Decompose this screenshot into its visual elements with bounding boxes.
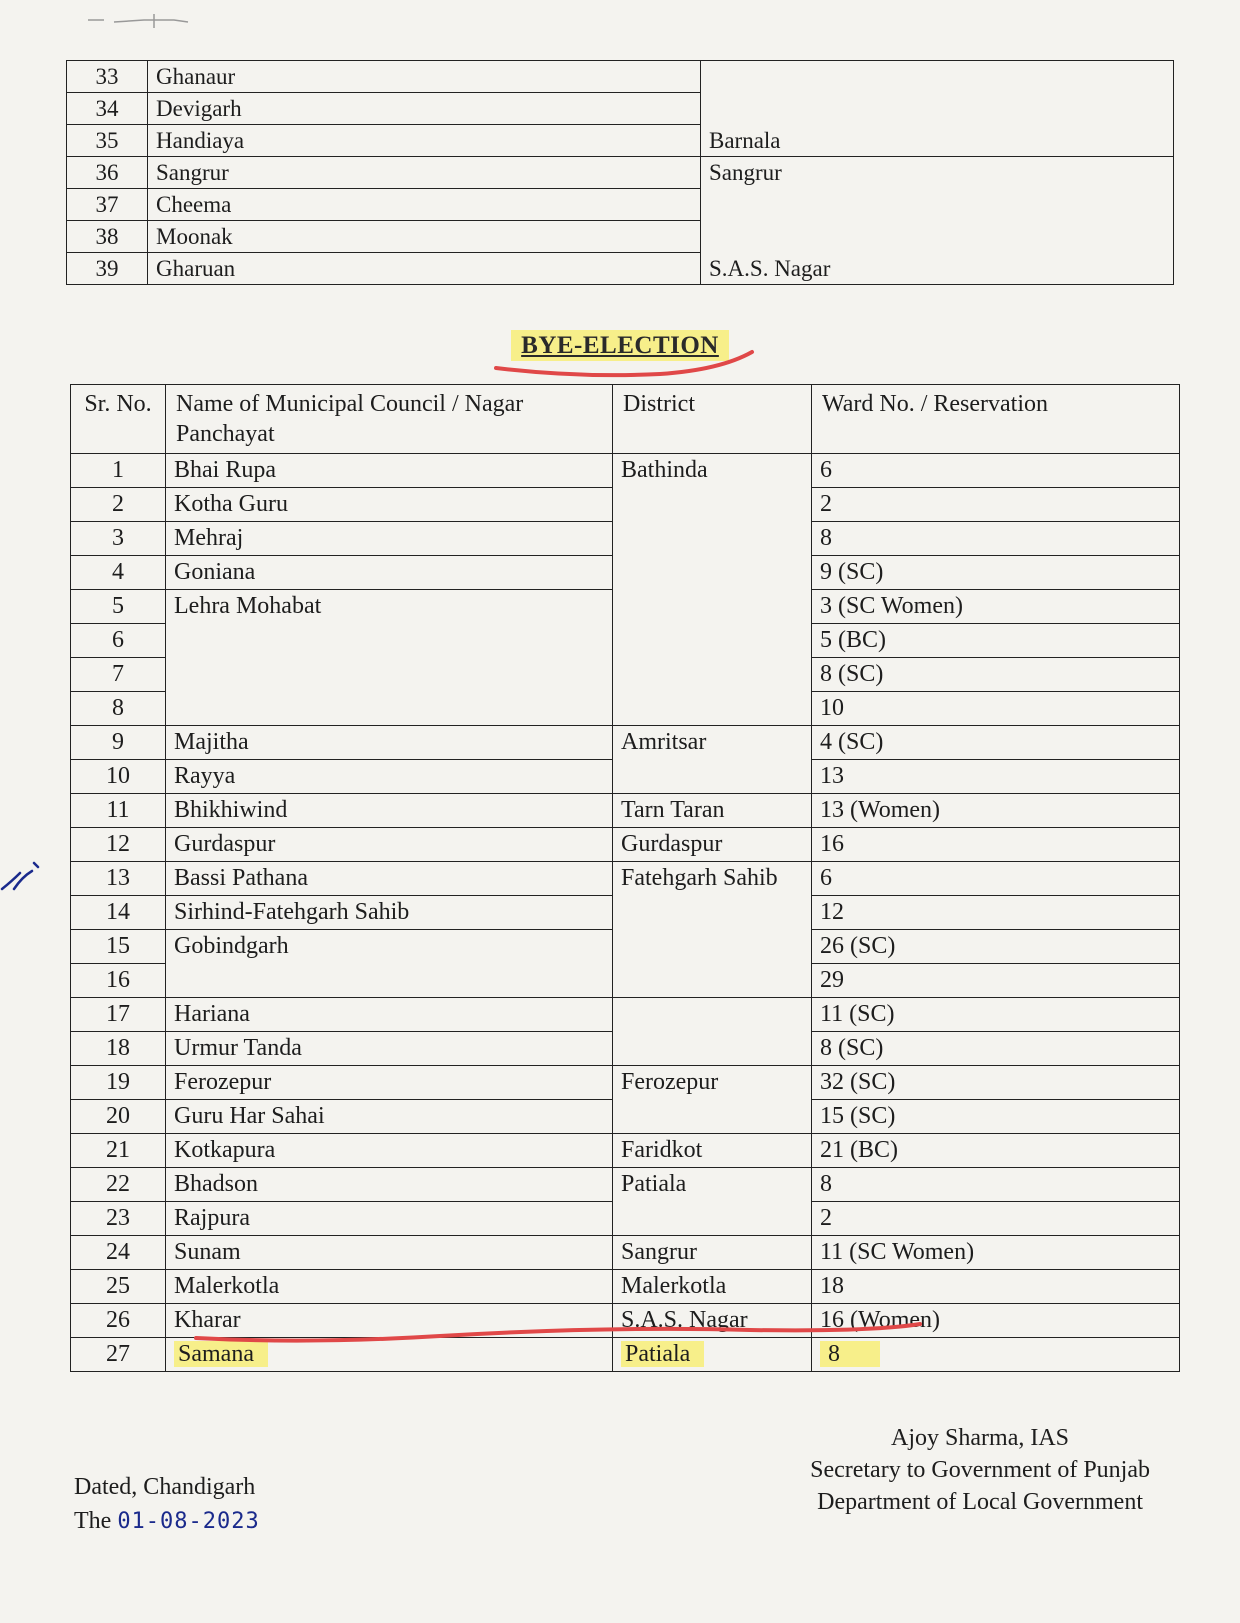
sr-cell: 4 <box>71 556 166 590</box>
table-row <box>71 896 1180 930</box>
ward-cell: 4 (SC) <box>812 726 1180 760</box>
name-cell: Bhikhiwind <box>166 794 613 828</box>
handwritten-date: 01-08-2023 <box>117 1509 260 1534</box>
name-cell <box>166 624 613 658</box>
table-row <box>67 189 1174 221</box>
margin-ink-mark <box>0 855 44 899</box>
top-scribble <box>84 8 194 32</box>
ward-cell: 8 <box>812 522 1180 556</box>
name-cell <box>166 964 613 998</box>
district-cell <box>613 658 812 692</box>
name-cell: Hariana <box>166 998 613 1032</box>
district-cell <box>613 930 812 964</box>
ward-cell: 8 (SC) <box>812 1032 1180 1066</box>
name-cell: Handiaya <box>148 125 701 157</box>
signatory-title: Secretary to Government of Punjab <box>810 1457 1150 1483</box>
table-row <box>67 61 1174 93</box>
name-cell <box>166 658 613 692</box>
ward-cell: 13 (Women) <box>812 794 1180 828</box>
table-row <box>71 828 1180 862</box>
sr-cell: 19 <box>71 1066 166 1100</box>
name-cell: Ferozepur <box>166 1066 613 1100</box>
district-cell: Tarn Taran <box>613 794 812 828</box>
dated-label: Dated, Chandigarh <box>74 1474 256 1500</box>
sr-cell: 25 <box>71 1270 166 1304</box>
district-cell <box>613 624 812 658</box>
sr-cell: 34 <box>67 93 148 125</box>
table-row <box>71 794 1180 828</box>
ward-cell: 16 <box>812 828 1180 862</box>
ward-cell: 32 (SC) <box>812 1066 1180 1100</box>
district-cell: S.A.S. Nagar <box>701 253 1174 285</box>
ward-cell: 15 (SC) <box>812 1100 1180 1134</box>
name-cell: Lehra Mohabat <box>166 590 613 624</box>
table-row <box>71 726 1180 760</box>
ward-cell: 26 (SC) <box>812 930 1180 964</box>
district-cell: Amritsar <box>613 726 812 760</box>
district-cell: Fatehgarh Sahib <box>613 862 812 896</box>
sr-cell: 22 <box>71 1168 166 1202</box>
sr-cell: 16 <box>71 964 166 998</box>
sr-cell: 5 <box>71 590 166 624</box>
name-cell: Gurdaspur <box>166 828 613 862</box>
name-cell: Kotha Guru <box>166 488 613 522</box>
date-line <box>74 1504 260 1539</box>
section-heading <box>0 332 1240 360</box>
name-cell: Urmur Tanda <box>166 1032 613 1066</box>
sr-cell: 3 <box>71 522 166 556</box>
table-row <box>71 760 1180 794</box>
sr-cell: 26 <box>71 1304 166 1338</box>
table-row-highlighted <box>71 1338 1180 1372</box>
ward-cell: 5 (BC) <box>812 624 1180 658</box>
district-cell <box>613 1338 812 1372</box>
district-cell <box>613 998 812 1032</box>
sr-cell: 20 <box>71 1100 166 1134</box>
district-cell: Sangrur <box>701 157 1174 189</box>
district-cell <box>701 221 1174 253</box>
ward-cell: 8 <box>812 1168 1180 1202</box>
district-cell <box>613 1202 812 1236</box>
highlighted-name: Samana <box>174 1341 268 1367</box>
ward-cell: 29 <box>812 964 1180 998</box>
sr-cell: 11 <box>71 794 166 828</box>
name-cell: Kotkapura <box>166 1134 613 1168</box>
ward-cell: 6 <box>812 454 1180 488</box>
district-cell <box>613 556 812 590</box>
district-cell <box>613 964 812 998</box>
header-name: Name of Municipal Council / Nagar Panchayat <box>166 385 613 454</box>
table-row <box>71 1168 1180 1202</box>
sr-cell: 38 <box>67 221 148 253</box>
name-cell: Devigarh <box>148 93 701 125</box>
sr-cell: 15 <box>71 930 166 964</box>
name-cell: Majitha <box>166 726 613 760</box>
header-sr-no: Sr. No. <box>71 385 166 454</box>
table-row <box>71 1270 1180 1304</box>
district-cell: Patiala <box>613 1168 812 1202</box>
district-cell <box>613 1100 812 1134</box>
ward-cell: 6 <box>812 862 1180 896</box>
table-row <box>71 590 1180 624</box>
table-row <box>71 930 1180 964</box>
name-cell: Rajpura <box>166 1202 613 1236</box>
sr-cell: 12 <box>71 828 166 862</box>
bye-election-table <box>70 384 1180 1372</box>
name-cell: Ghanaur <box>148 61 701 93</box>
district-cell: S.A.S. Nagar <box>613 1304 812 1338</box>
table-row <box>67 253 1174 285</box>
sr-cell: 18 <box>71 1032 166 1066</box>
sr-cell: 2 <box>71 488 166 522</box>
sr-cell: 7 <box>71 658 166 692</box>
name-cell: Cheema <box>148 189 701 221</box>
district-cell <box>701 189 1174 221</box>
name-cell: Malerkotla <box>166 1270 613 1304</box>
table-row <box>71 522 1180 556</box>
district-cell <box>613 488 812 522</box>
name-cell: Sunam <box>166 1236 613 1270</box>
table-row <box>71 1304 1180 1338</box>
sr-cell: 27 <box>71 1338 166 1372</box>
sr-cell: 14 <box>71 896 166 930</box>
sr-cell: 17 <box>71 998 166 1032</box>
sr-cell: 24 <box>71 1236 166 1270</box>
ward-cell: 18 <box>812 1270 1180 1304</box>
district-cell: Gurdaspur <box>613 828 812 862</box>
header-ward: Ward No. / Reservation <box>812 385 1180 454</box>
ward-cell: 10 <box>812 692 1180 726</box>
ward-cell: 12 <box>812 896 1180 930</box>
district-cell: Sangrur <box>613 1236 812 1270</box>
table-row <box>71 1236 1180 1270</box>
district-cell: Ferozepur <box>613 1066 812 1100</box>
header-row <box>71 385 1180 454</box>
heading-text: BYE-ELECTION <box>511 330 729 361</box>
name-cell: Gobindgarh <box>166 930 613 964</box>
table-row <box>71 998 1180 1032</box>
name-cell <box>166 1338 613 1372</box>
name-cell: Bhadson <box>166 1168 613 1202</box>
district-cell <box>613 1032 812 1066</box>
sr-cell: 8 <box>71 692 166 726</box>
sr-cell: 6 <box>71 624 166 658</box>
table-row <box>71 1100 1180 1134</box>
table-row <box>71 862 1180 896</box>
table-row <box>67 221 1174 253</box>
district-cell: Barnala <box>701 125 1174 157</box>
table-row <box>71 1202 1180 1236</box>
table-row <box>67 93 1174 125</box>
name-cell: Bhai Rupa <box>166 454 613 488</box>
table-row <box>71 556 1180 590</box>
district-cell: Malerkotla <box>613 1270 812 1304</box>
ward-cell: 2 <box>812 1202 1180 1236</box>
table-row <box>67 125 1174 157</box>
district-cell <box>613 590 812 624</box>
highlighted-district: Patiala <box>621 1341 704 1367</box>
district-cell <box>701 61 1174 93</box>
name-cell: Guru Har Sahai <box>166 1100 613 1134</box>
sr-cell: 9 <box>71 726 166 760</box>
table-row <box>67 157 1174 189</box>
table-row <box>71 624 1180 658</box>
ward-cell: 8 (SC) <box>812 658 1180 692</box>
ward-cell: 3 (SC Women) <box>812 590 1180 624</box>
signatory-name: Ajoy Sharma, IAS <box>891 1425 1070 1451</box>
name-cell: Goniana <box>166 556 613 590</box>
ward-cell: 9 (SC) <box>812 556 1180 590</box>
ward-cell: 21 (BC) <box>812 1134 1180 1168</box>
district-cell: Faridkot <box>613 1134 812 1168</box>
district-cell <box>613 522 812 556</box>
sr-cell: 13 <box>71 862 166 896</box>
district-cell <box>613 692 812 726</box>
dated-block <box>74 1470 260 1539</box>
top-continuation-table <box>66 60 1174 285</box>
signatory-block <box>810 1422 1150 1518</box>
name-cell: Kharar <box>166 1304 613 1338</box>
sr-cell: 37 <box>67 189 148 221</box>
name-cell: Mehraj <box>166 522 613 556</box>
ward-cell: 13 <box>812 760 1180 794</box>
signatory-dept: Department of Local Government <box>817 1489 1143 1515</box>
ward-cell: 16 (Women) <box>812 1304 1180 1338</box>
district-cell: Bathinda <box>613 454 812 488</box>
ward-cell: 2 <box>812 488 1180 522</box>
table-row <box>71 488 1180 522</box>
sr-cell: 36 <box>67 157 148 189</box>
sr-cell: 39 <box>67 253 148 285</box>
name-cell: Sangrur <box>148 157 701 189</box>
ward-cell: 11 (SC) <box>812 998 1180 1032</box>
district-cell <box>701 93 1174 125</box>
table-row <box>71 658 1180 692</box>
sr-cell: 35 <box>67 125 148 157</box>
sr-cell: 10 <box>71 760 166 794</box>
sr-cell: 23 <box>71 1202 166 1236</box>
name-cell: Gharuan <box>148 253 701 285</box>
name-cell <box>166 692 613 726</box>
table-row <box>71 1066 1180 1100</box>
table-row <box>71 1134 1180 1168</box>
sr-cell: 21 <box>71 1134 166 1168</box>
name-cell: Bassi Pathana <box>166 862 613 896</box>
ward-cell <box>812 1338 1180 1372</box>
highlighted-ward: 8 <box>820 1341 880 1367</box>
district-cell <box>613 896 812 930</box>
district-cell <box>613 760 812 794</box>
the-label: The <box>74 1508 112 1534</box>
table-row <box>71 964 1180 998</box>
name-cell: Moonak <box>148 221 701 253</box>
table-row <box>71 454 1180 488</box>
name-cell: Sirhind-Fatehgarh Sahib <box>166 896 613 930</box>
table-row <box>71 1032 1180 1066</box>
ward-cell: 11 (SC Women) <box>812 1236 1180 1270</box>
header-district: District <box>613 385 812 454</box>
sr-cell: 1 <box>71 454 166 488</box>
name-cell: Rayya <box>166 760 613 794</box>
table-row <box>71 692 1180 726</box>
sr-cell: 33 <box>67 61 148 93</box>
